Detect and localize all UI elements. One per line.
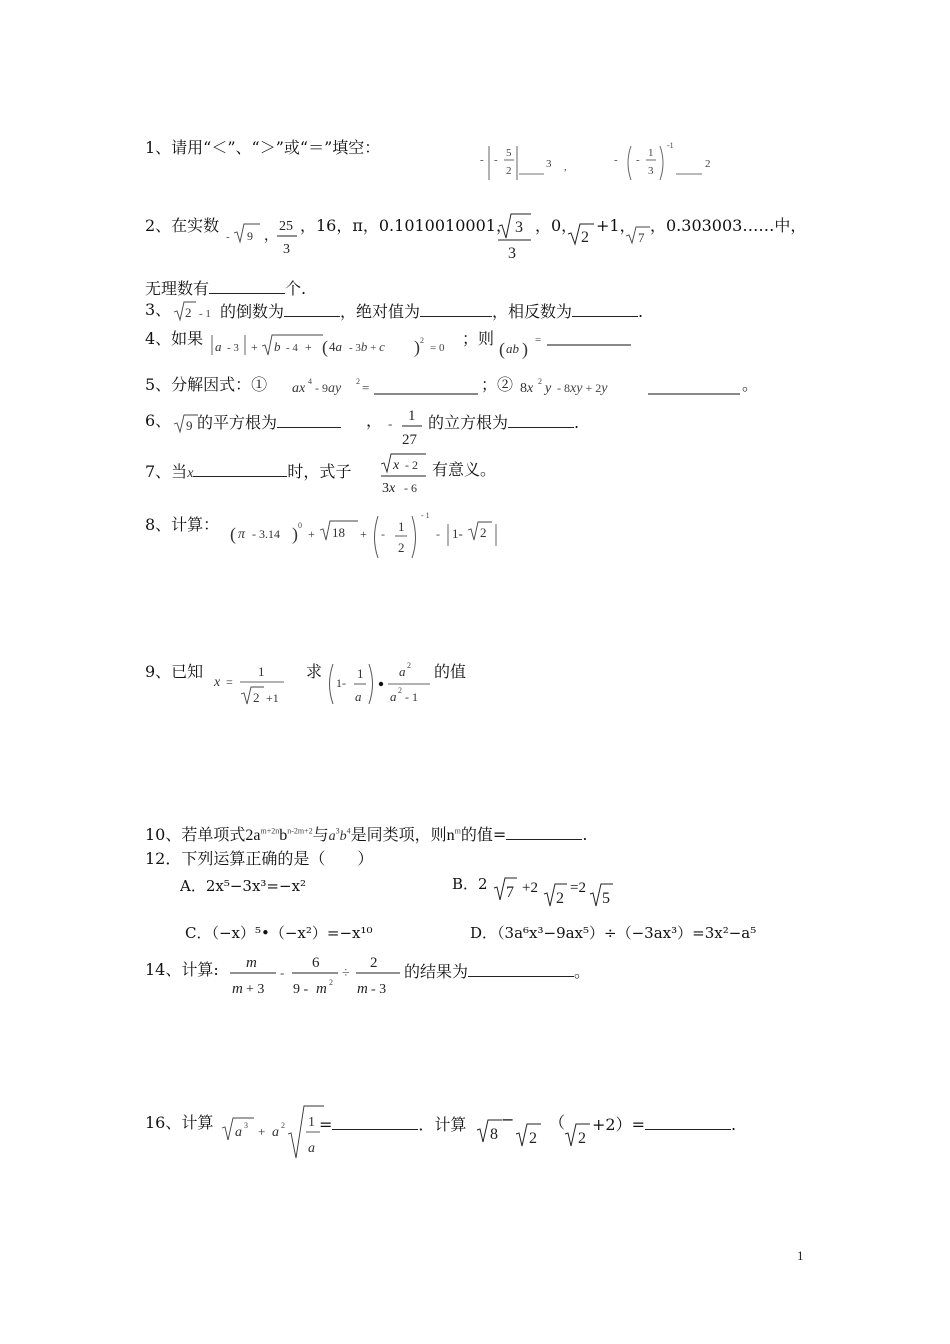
svg-text:2: 2: [538, 377, 542, 386]
q7-x: x: [187, 466, 194, 481]
svg-text:ab: ab: [506, 341, 519, 356]
svg-text:，: ，: [264, 229, 278, 244]
svg-text:-: -: [614, 154, 618, 166]
svg-text:8x: 8x: [520, 381, 534, 396]
q12-option-c[interactable]: C．（−x）⁵•（−x²）=−x¹⁰: [185, 924, 373, 942]
svg-text:a: a: [308, 1141, 315, 1156]
svg-text:+: +: [258, 1124, 266, 1139]
q16-paren: （: [549, 1113, 566, 1132]
svg-text:-: -: [388, 416, 393, 431]
svg-text:- 1: - 1: [421, 511, 430, 520]
svg-text:): ): [414, 337, 420, 357]
q16-t2: ．计算: [418, 1115, 467, 1134]
svg-text:2: 2: [356, 377, 360, 386]
q3-blank-opposite[interactable]: [572, 302, 638, 317]
question-12: 12．下列运算正确的是（ ）: [145, 849, 374, 868]
svg-text:3: 3: [515, 219, 523, 236]
q7-t2: 时，式子: [287, 462, 352, 481]
svg-text:-: -: [636, 154, 640, 166]
question-3: [145, 302, 171, 318]
q3-t2: ，绝对值为: [340, 302, 421, 321]
q3-blank-reciprocal[interactable]: [284, 302, 340, 317]
q16-plus2: +2）=: [592, 1115, 645, 1134]
svg-text:1-: 1-: [336, 676, 346, 690]
svg-text:π: π: [238, 527, 246, 542]
svg-text:2: 2: [581, 229, 589, 246]
q14-period: 。: [574, 962, 591, 981]
svg-text:6: 6: [312, 955, 320, 971]
q2-list1: ，16，π，0.1010010001，: [300, 216, 512, 235]
svg-text:2: 2: [556, 890, 564, 907]
svg-text:-: -: [226, 231, 230, 243]
svg-text:a: a: [399, 664, 406, 679]
question-1: [145, 140, 380, 156]
q12-b-label: B．2: [452, 875, 488, 893]
svg-text:- 9ay: - 9ay: [315, 381, 342, 396]
svg-text:2: 2: [420, 336, 424, 345]
svg-text:1: 1: [308, 1115, 315, 1130]
svg-text:-1: -1: [667, 141, 674, 150]
svg-text:a: a: [272, 1125, 279, 1140]
svg-text:3x: 3x: [382, 481, 396, 496]
q4-text: 4、如果: [145, 329, 204, 348]
svg-text:= 0: = 0: [430, 342, 445, 354]
svg-text:- 2: - 2: [405, 458, 418, 472]
q10-text: 10、若单项式: [145, 825, 246, 844]
svg-text:a: a: [235, 1125, 242, 1140]
q9-ask: 求: [306, 662, 323, 681]
q2-line2-a: 无理数有: [145, 279, 210, 298]
q3-expr: [172, 298, 222, 324]
svg-text:2: 2: [480, 525, 487, 540]
svg-text:-: -: [480, 154, 484, 166]
q6-t2: 的立方根为: [428, 413, 509, 432]
svg-text:3: 3: [283, 242, 290, 257]
svg-text:2: 2: [398, 540, 405, 555]
svg-text:+: +: [305, 340, 312, 354]
q1-two: 2: [705, 158, 711, 170]
svg-text:=2: =2: [570, 880, 586, 896]
q6-sep: ，: [366, 411, 383, 430]
svg-text:2: 2: [370, 955, 378, 971]
q10-t3: 的值=: [460, 825, 507, 844]
q5-end: 。: [742, 375, 759, 394]
q6-num: 6、: [145, 411, 172, 430]
svg-text:- 3: - 3: [227, 342, 239, 354]
q16-text: 16、计算: [145, 1113, 214, 1132]
svg-text:-: -: [436, 527, 440, 541]
svg-text:b: b: [274, 339, 281, 354]
svg-text:ax: ax: [292, 381, 306, 396]
q7-t1: 7、当: [145, 462, 188, 481]
svg-text:- 4: - 4: [286, 342, 298, 354]
q1-three: 3: [546, 158, 552, 170]
svg-text:2: 2: [329, 978, 333, 987]
svg-text:3: 3: [244, 1121, 248, 1130]
svg-text:+1: +1: [266, 691, 279, 705]
svg-text:÷: ÷: [342, 966, 350, 981]
svg-text:2: 2: [529, 1130, 537, 1147]
svg-text:(: (: [322, 337, 328, 357]
q14-end: 的结果为: [404, 962, 469, 981]
svg-text:m: m: [316, 981, 327, 997]
svg-text:- 3: - 3: [371, 982, 387, 997]
svg-text:+2: +2: [522, 880, 538, 896]
svg-text:3: 3: [508, 245, 516, 262]
q2-tail: ，0.303003……中，: [650, 216, 807, 235]
q3-end: .: [638, 302, 644, 321]
svg-text:x: x: [214, 675, 221, 690]
svg-text:): ): [522, 339, 528, 359]
svg-text:a: a: [355, 689, 362, 704]
svg-text:): ): [292, 524, 298, 544]
q8-text: 8、计算：: [145, 515, 220, 534]
q9-target-expression: [324, 654, 436, 710]
svg-text:1: 1: [258, 664, 265, 679]
svg-text:m: m: [232, 981, 243, 997]
svg-text:0: 0: [298, 521, 302, 530]
q6-end: .: [574, 413, 580, 432]
q14-text: 14、计算:: [145, 960, 219, 979]
svg-text:- 1: - 1: [405, 690, 418, 704]
svg-text:m: m: [246, 955, 257, 971]
svg-text:(: (: [499, 339, 505, 359]
question-16-rest: [319, 1115, 466, 1133]
q12-option-b[interactable]: [452, 876, 488, 892]
question-2: [145, 218, 219, 234]
svg-text:2: 2: [398, 686, 402, 695]
q16-sqrt2-b: [563, 1114, 593, 1152]
question-16-end: [592, 1115, 736, 1133]
q10-n: n: [446, 827, 455, 844]
svg-text:1: 1: [398, 519, 405, 534]
q10-same: 与: [312, 825, 329, 844]
q7-answer-blank[interactable]: [193, 462, 287, 477]
q1-comma: ,: [564, 161, 567, 173]
q3-t1: 的倒数为: [220, 302, 285, 321]
q2-plus1: +1，: [596, 216, 636, 235]
svg-text:=: =: [226, 675, 233, 689]
svg-text:18: 18: [332, 525, 345, 540]
svg-text:2: 2: [506, 165, 512, 177]
q16-eq: =: [319, 1115, 333, 1134]
svg-text:- 1: - 1: [199, 308, 211, 320]
page-number: 1: [797, 1248, 804, 1263]
svg-text:- 6: - 6: [404, 481, 417, 495]
q6-blank-cbrt[interactable]: [508, 413, 574, 428]
svg-text:a: a: [215, 339, 222, 354]
q2-list2: ，0，: [535, 216, 578, 235]
question-14-rest: [404, 962, 590, 980]
q5-expression-2: [518, 372, 768, 400]
q2-line2-b: 个.: [285, 279, 307, 298]
svg-text:9: 9: [186, 418, 193, 433]
svg-text:2: 2: [578, 1130, 586, 1147]
q12-option-d[interactable]: D．（3a⁶x³−9ax⁵）÷（−3ax³）=3x²−a⁵: [470, 924, 757, 942]
svg-text:4a: 4a: [329, 339, 342, 354]
q1-text: 1、请用“＜”、“＞”或“＝”填空：: [145, 138, 381, 157]
q6-fraction: [386, 402, 430, 450]
q16-blank-1[interactable]: [332, 1115, 418, 1130]
question-9: [145, 664, 203, 680]
q10-m-exp: m: [454, 826, 461, 836]
q3-blank-abs[interactable]: [420, 302, 492, 317]
svg-text:- 8xy + 2y: - 8xy + 2y: [557, 381, 608, 396]
svg-text:9: 9: [247, 229, 253, 243]
svg-text:8: 8: [490, 1126, 498, 1143]
svg-text:-: -: [494, 154, 498, 166]
q9-given: [210, 658, 294, 710]
q7-expression: [378, 450, 432, 498]
svg-text:a: a: [390, 689, 397, 704]
svg-text:- 3b + c: - 3b + c: [349, 339, 385, 354]
svg-text:+ 3: + 3: [246, 982, 265, 997]
q16-expression-1: [220, 1100, 332, 1162]
svg-text:=: =: [362, 380, 370, 395]
svg-text:3: 3: [648, 165, 654, 177]
q12-option-a[interactable]: A．2x⁵−3x³=−x²: [180, 877, 307, 895]
question-8: [145, 517, 219, 533]
svg-text:7: 7: [506, 884, 514, 901]
q14-expression: [226, 946, 406, 1002]
q16-blank-2[interactable]: [645, 1115, 731, 1130]
q2-answer-blank[interactable]: [209, 279, 285, 294]
q3-t3: ，相反数为: [492, 302, 573, 321]
q2-sqrt2: [566, 220, 596, 250]
question-16: [145, 1115, 213, 1131]
q2-prefix: 2、在实数: [145, 216, 220, 235]
svg-text:+: +: [251, 340, 258, 354]
q9-end: 的值: [434, 662, 467, 681]
q7-t3: 有意义。: [432, 460, 497, 479]
svg-text:1: 1: [357, 666, 364, 681]
q4-result: [497, 329, 637, 363]
svg-text:+: +: [308, 527, 315, 541]
question-7: [145, 462, 351, 481]
question-6: [145, 413, 171, 429]
svg-text:x: x: [393, 458, 400, 473]
question-2-line2: [145, 279, 306, 297]
question-6-rest-2: [428, 413, 579, 431]
svg-text:(: (: [230, 524, 236, 544]
q4-condition: [208, 329, 466, 363]
svg-text:-: -: [280, 965, 285, 980]
q12-b-expression: [492, 870, 622, 908]
q5-mid: ；②: [481, 375, 514, 394]
svg-text:2: 2: [185, 305, 192, 320]
svg-text:4: 4: [308, 377, 312, 386]
q16-minus: −: [501, 1110, 515, 1129]
svg-text:1: 1: [648, 147, 654, 159]
svg-text:2: 2: [407, 661, 411, 670]
svg-text:27: 27: [402, 432, 417, 448]
q10-t2: 是同类项，则: [350, 825, 447, 844]
q8-expression: [228, 506, 508, 560]
svg-text:-: -: [381, 527, 385, 541]
q14-answer-blank[interactable]: [468, 962, 574, 977]
q10-answer-blank[interactable]: [506, 825, 582, 840]
q5-text: 5、分解因式：①: [145, 375, 268, 394]
question-10: 10、若单项式$2a^{m+2n}b^{n-2m+2}$与$a^3b^4$是同类项，则$n^m$的值= .: [145, 825, 588, 844]
svg-text:2: 2: [281, 1121, 285, 1130]
svg-text:+: +: [360, 527, 367, 541]
svg-text:- 3.14: - 3.14: [252, 527, 280, 541]
svg-text:2: 2: [253, 690, 260, 705]
q9-text: 9、已知: [145, 662, 204, 681]
q16-sqrt2-a: [514, 1114, 544, 1152]
svg-text:m: m: [357, 981, 368, 997]
svg-text:25: 25: [279, 219, 293, 234]
q3-num: 3、: [145, 300, 172, 319]
svg-text:=: =: [535, 334, 542, 346]
q4-mid: ；则: [462, 329, 495, 348]
svg-text:9 -: 9 -: [293, 982, 309, 997]
svg-text:1-: 1-: [452, 526, 463, 541]
q10-end: .: [582, 825, 588, 844]
svg-text:5: 5: [602, 890, 610, 907]
question-6-rest: [197, 413, 341, 431]
q16-end: .: [731, 1115, 737, 1134]
svg-text:5: 5: [506, 147, 512, 159]
question-5: [145, 377, 267, 393]
svg-text:7: 7: [638, 230, 645, 245]
svg-text:y: y: [545, 381, 552, 396]
question-4: [145, 331, 203, 347]
q1-expressions: [476, 140, 736, 186]
q6-sqrt9: [172, 410, 200, 436]
svg-text:1: 1: [408, 408, 416, 424]
q6-t1: 的平方根为: [197, 413, 278, 432]
question-14: [145, 962, 219, 978]
q6-blank-sqrt[interactable]: [277, 413, 341, 428]
question-3-rest: [220, 302, 643, 320]
